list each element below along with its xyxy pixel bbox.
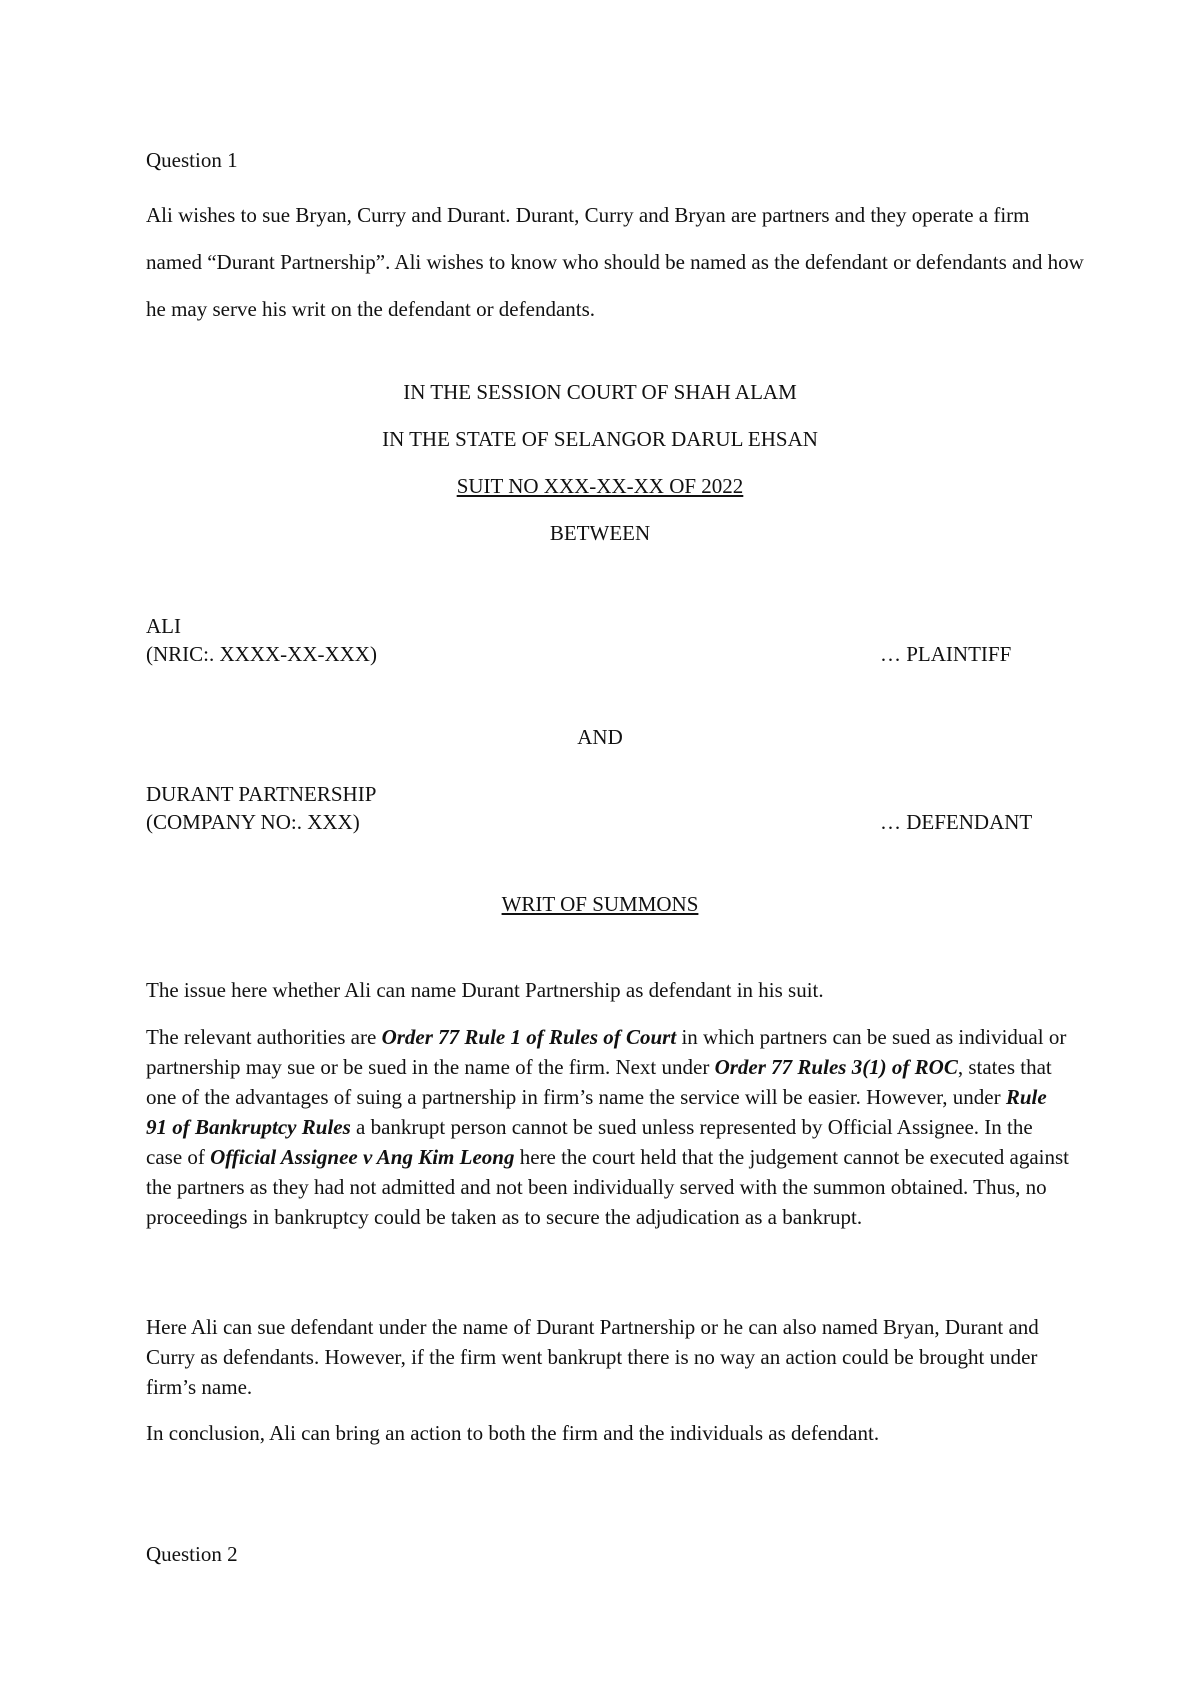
court-name: IN THE SESSION COURT OF SHAH ALAM xyxy=(403,380,797,404)
suit-number: SUIT NO XXX-XX-XX OF 2022 xyxy=(456,474,744,498)
between-label: BETWEEN xyxy=(549,521,651,545)
application-paragraph: Here Ali can sue defendant under the name of Durant Partnership or he can also named Bryan, Durant and Curry as defendants. However, if the firm went bankrupt there is no way an action could be brought under firm’s name. xyxy=(146,1315,1039,1399)
and-line xyxy=(0,725,1200,750)
defendant-id: (COMPANY NO:. XXX) xyxy=(146,810,360,834)
authorities-text-2: in which partners can be sued as individual or partnership may sue or be sued in the name of the firm. Next under xyxy=(146,1025,1067,1079)
between-line xyxy=(0,521,1200,546)
court-state-line xyxy=(0,427,1200,452)
authority-order-77-rule-1: Order 77 Rule 1 of Rules of Court xyxy=(381,1025,677,1049)
question-1-text: Ali wishes to sue Bryan, Curry and Durant. Durant, Curry and Bryan are partners and they operate a firm named “Durant Partnership”. Ali wishes to know who should be named as the defendant or defendants and how he may serve his writ on the defendant or defendants. xyxy=(146,203,1084,321)
plaintiff-name: ALI xyxy=(146,614,181,638)
authorities-paragraph xyxy=(146,1022,1071,1232)
defendant-name: DURANT PARTNERSHIP xyxy=(146,782,377,806)
question-1-heading: Question 1 xyxy=(146,148,238,172)
conclusion-paragraph: In conclusion, Ali can bring an action to both the firm and the individuals as defendant. xyxy=(146,1421,880,1445)
defendant-role: … DEFENDANT xyxy=(880,810,1033,834)
writ-title: WRIT OF SUMMONS xyxy=(501,892,699,916)
issue-paragraph: The issue here whether Ali can name Durant Partnership as defendant in his suit. xyxy=(146,978,824,1002)
plaintiff-role: … PLAINTIFF xyxy=(880,642,1012,666)
court-name-line xyxy=(0,380,1200,405)
authority-case-name: Official Assignee v Ang Kim Leong xyxy=(210,1145,515,1169)
authority-rule-91: Rule 91 of Bankruptcy Rules xyxy=(146,1085,1047,1139)
authorities-text-3: , states that one of the advantages of suing a partnership in firm’s name the service will be easier. However, under xyxy=(146,1055,1052,1109)
court-state: IN THE STATE OF SELANGOR DARUL EHSAN xyxy=(382,427,818,451)
authority-order-77-rule-3: Order 77 Rules 3(1) of ROC xyxy=(714,1055,958,1079)
question-2-heading: Question 2 xyxy=(146,1542,238,1566)
and-label: AND xyxy=(577,725,623,749)
authorities-text-1: The relevant authorities are xyxy=(146,1025,382,1049)
writ-title-line xyxy=(0,892,1200,917)
authorities-text-5: here the court held that the judgement cannot be executed against the partners as they had not admitted and not been individually served with the summon obtained. Thus, no proceedings in bankruptcy could be taken as to secure the adjudication as a bankrupt. xyxy=(146,1145,1069,1229)
suit-number-line xyxy=(0,474,1200,499)
plaintiff-id: (NRIC:. XXXX-XX-XXX) xyxy=(146,642,377,666)
authorities-text-4: a bankrupt person cannot be sued unless represented by Official Assignee. In the case of xyxy=(146,1115,1033,1169)
